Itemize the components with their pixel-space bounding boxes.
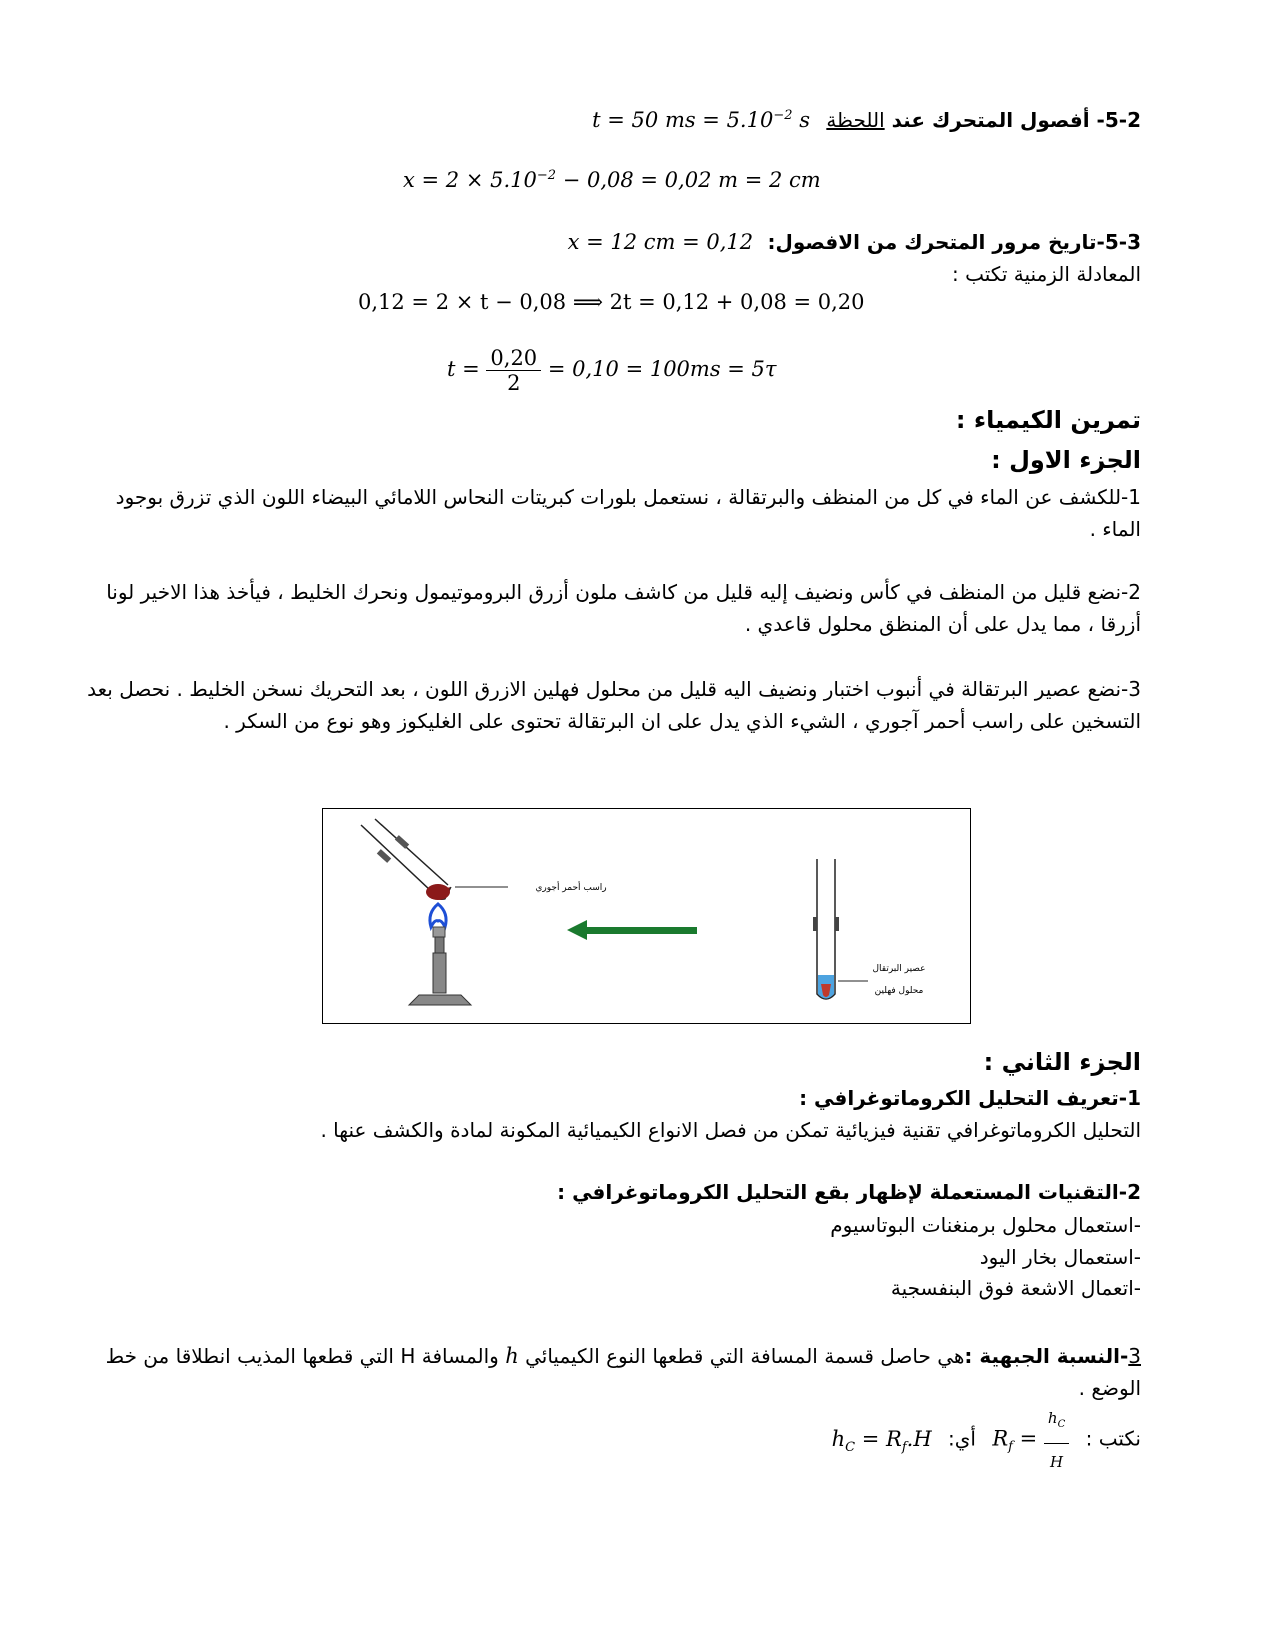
precipitate-mark <box>426 884 450 900</box>
part1-title: الجزء الاول : <box>991 446 1141 474</box>
section-5-3-heading <box>568 230 1141 254</box>
part2-section-2-title: 2-التقنيات المستعملة لإظهار بقع التحليل الكروماتوغرافي : <box>557 1180 1141 1204</box>
part2-section-3: 3-النسبة الجبهية :هي حاصل قسمة المسافة التي قطعها النوع الكيميائي h والمسافة H التي قطعها المذيب انطلاقا من خط الوضع . <box>105 1344 1141 1400</box>
fehling-label: محلول فهلين <box>874 986 924 996</box>
ay-label: أي: <box>948 1426 976 1451</box>
section-5-2-heading <box>592 108 1141 132</box>
section-3-label: -النسبة الجبهية : <box>964 1344 1129 1368</box>
write-label: نكتب : <box>1085 1426 1141 1451</box>
technique-item-1: -استعمال محلول برمنغنات البوتاسيوم <box>830 1213 1141 1237</box>
technique-item-2: -استعمال بخار اليود <box>979 1245 1141 1269</box>
rf-formula-line <box>832 1400 1141 1480</box>
process-arrow-icon <box>567 920 697 940</box>
technique-item-3: -اتعمال الاشعة فوق البنفسجية <box>890 1276 1141 1300</box>
part2-title: الجزء الثاني : <box>983 1048 1141 1076</box>
equation-t-ms: t = 50 ms = $5.10^{-2}$ s <box>592 108 810 132</box>
rf-formula: $R_f$ = $\frac{h_C}{H}$ <box>992 1400 1069 1480</box>
part2-section-1-title: 1-تعريف التحليل الكروماتوغرافي : <box>799 1086 1141 1110</box>
experiment-figure-svg <box>323 809 969 1022</box>
bunsen-burner <box>409 927 471 1005</box>
section-5-2-word: اللحظة <box>826 108 885 132</box>
time-equation-intro: المعادلة الزمنية تكتب : <box>952 262 1141 286</box>
equation-time: 0,12 = 2 × t − 0,08 ⟹ 2t = 0,12 + 0,08 = 0,20 <box>358 290 865 314</box>
part1-paragraph-3: 3-نضع عصير البرتقالة في أنبوب اختبار ونضيف اليه قليل من محلول فهلين الازرق اللون ، بعد التحريك نسخن الخليط . نحصل بعد التسخين على راسب أحمر آجوري ، الشيء الذي يدل على ان البرتقالة تحتوى على الغليكوز وهو نوع من السكر . <box>87 677 1141 733</box>
equation-x-value: $x = 2 \times 5.10^{-2} - 0,08 = 0,02$ m = 2 cm <box>403 168 821 192</box>
part1-paragraph-2: 2-نضع قليل من المنظف في كأس ونضيف إليه قليل من كاشف ملون أزرق البروموتيمول ونحرك الخليط ، فيأخذ هذا الاخير لونا أزرقا ، مما يدل على أن المنظق محلول قاعدي . <box>106 580 1141 636</box>
heated-test-tube <box>361 819 451 900</box>
vertical-test-tube <box>813 859 839 999</box>
experiment-figure <box>322 808 971 1024</box>
juice-label: عصير البرتقال <box>872 964 926 974</box>
section-5-3-label: 5-3-تاريخ مرور المتحرك من الافصول: <box>767 230 1141 254</box>
part2-section-1-text: التحليل الكروماتوغرافي تقنية فيزيائية تمكن من فصل الانواع الكيميائية المكونة لمادة والكشف عنها . <box>320 1118 1141 1142</box>
hc-formula: $h_C = R_f.H$ <box>831 1426 932 1455</box>
section-3-number: 3 <box>1128 1344 1141 1368</box>
part1-paragraph-1: 1-للكشف عن الماء في كل من المنظف والبرتقالة ، نستعمل بلورات كبريتات النحاس اللامائي البيضاء اللون الذي تزرق بوجود الماء . <box>115 485 1141 541</box>
equation-t-result: t = $\frac{0,20}{2}$ = 0,10 = 100ms = 5τ <box>447 346 777 395</box>
chemistry-title: تمرين الكيمياء : <box>955 406 1141 434</box>
equation-x-12cm: x = 12 cm = 0,12 <box>567 230 754 254</box>
section-5-2-label: 5-2- أفصول المتحرك عند <box>884 108 1141 132</box>
precipitate-label: راسب أحمر أجوري <box>535 883 607 893</box>
flame-icon <box>430 904 446 927</box>
